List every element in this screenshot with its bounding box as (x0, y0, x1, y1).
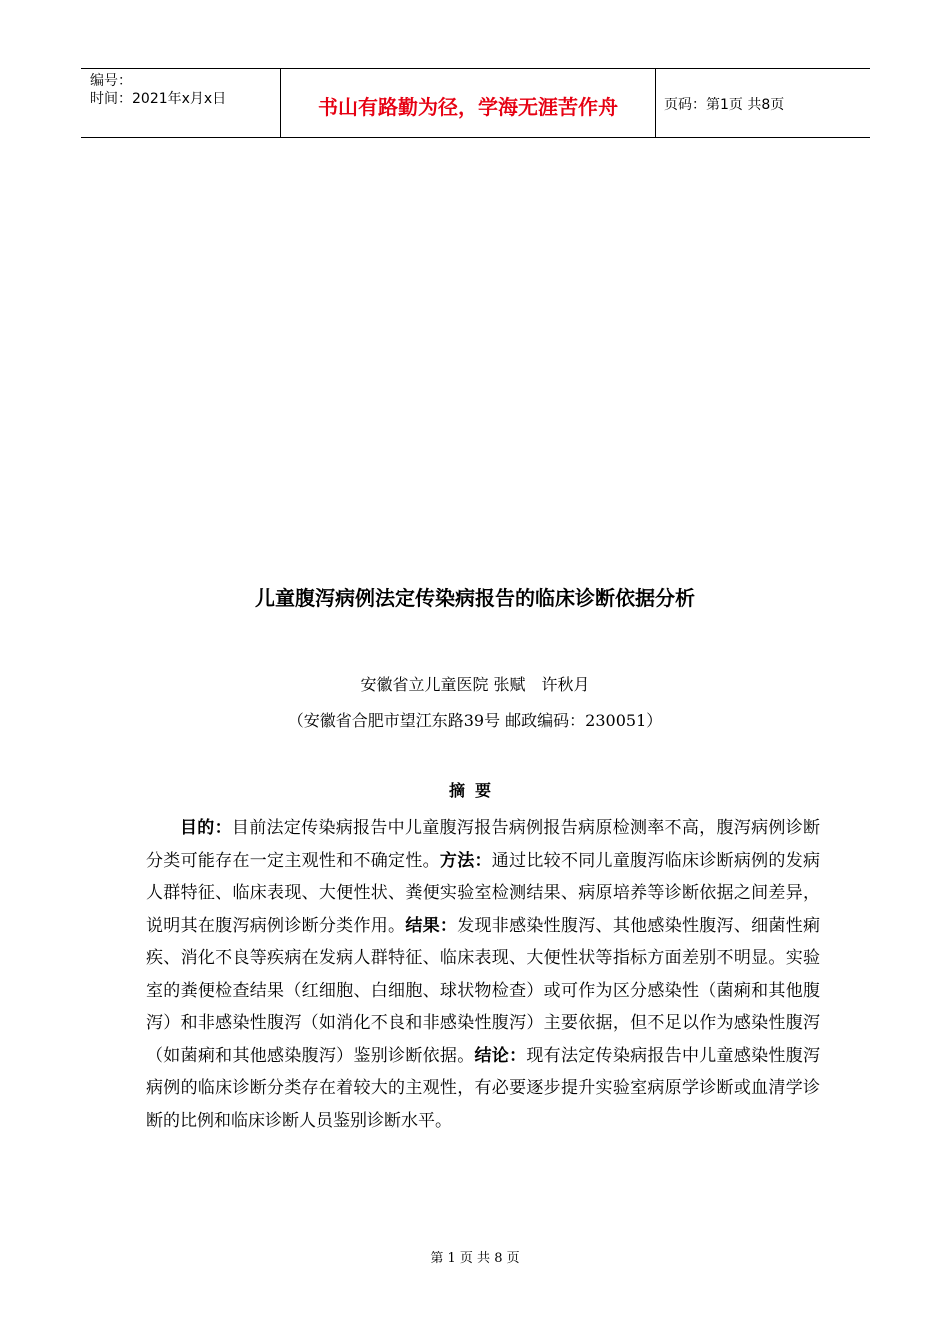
result-label: 结果： (405, 915, 458, 936)
page-footer: 第 1 页 共 8 页 (430, 1251, 520, 1266)
time-label: 时间：2021年x月x日 (90, 91, 227, 107)
header-meta (90, 72, 280, 108)
header-motto: 书山有路勤为径，学海无涯苦作舟 (318, 95, 618, 119)
document-address: （安徽省合肥市望江东路39号 邮政编码：230051） (287, 711, 663, 730)
header-page-info: 页码：第1页 共8页 (664, 97, 785, 113)
document-title: 儿童腹泻病例法定传染病报告的临床诊断依据分析 (255, 586, 695, 610)
abstract-heading: 摘要 (448, 781, 501, 800)
header-table (81, 68, 870, 138)
conclusion-label: 结论： (474, 1045, 527, 1066)
result-text: 发现非感染性腹泻、其他感染性腹泻、细菌性痢疾、消化不良等疾病在发病人群特征、临床表现、大便性状等指标方面差别不明显。实验室的粪便检查结果（红细胞、白细胞、球状物检查）或可作为区分感染性（菌痢和其他腹泻）和非感染性腹泻（如消化不良和非感染性腹泻）主要依据，但不足以作为感染性腹泻（如菌痢和其他感染腹泻）鉴别诊断依据。 (146, 915, 821, 1066)
serial-label: 编号： (90, 73, 132, 89)
header-divider (655, 69, 656, 137)
method-label: 方法： (439, 850, 492, 871)
abstract-paragraph (146, 812, 820, 1137)
objective-text: 目前法定传染病报告中儿童腹泻报告病例报告病原检测率不高，腹泻病例诊断分类可能存在一定主观性和不确定性。 (146, 818, 821, 871)
conclusion-text: 现有法定传染病报告中儿童感染性腹泻病例的临床诊断分类存在着较大的主观性，有必要逐步提升实验室病原学诊断或血清学诊断的比例和临床诊断人员鉴别诊断水平。 (146, 1045, 821, 1131)
objective-label: 目的： (180, 818, 232, 838)
document-authors: 安徽省立儿童医院 张赋 许秋月 (360, 675, 590, 694)
method-text: 通过比较不同儿童腹泻临床诊断病例的发病人群特征、临床表现、大便性状、粪便实验室检测结果、病原培养等诊断依据之间差异，说明其在腹泻病例诊断分类作用。 (146, 850, 821, 936)
